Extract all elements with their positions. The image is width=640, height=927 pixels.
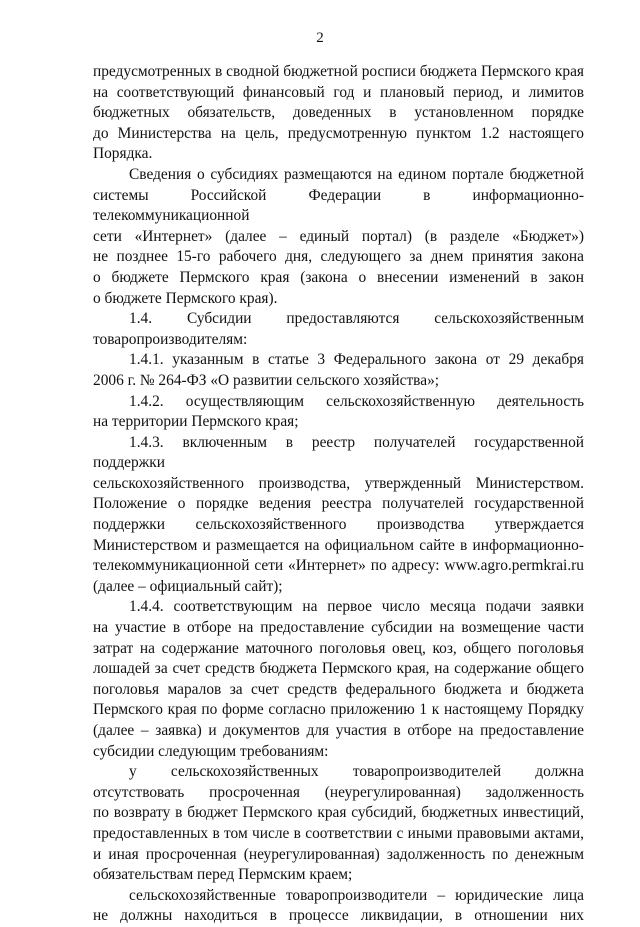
text-line: лошадей за счет средств бюджета Пермского края, на содержание общего: [93, 660, 584, 678]
text-line: поголовья маралов за счет средств федерального бюджета и бюджета: [93, 680, 584, 698]
text-line: на соответствующий финансовый год и плановый период, и лимитов: [93, 83, 584, 101]
text-line: Порядка.: [93, 145, 153, 163]
text-line: отсутствовать просроченная (неурегулированная) задолженность: [93, 783, 584, 801]
text-line: субсидии следующим требованиям:: [93, 742, 329, 760]
text-line: 1.4.1. указанным в статье 3 Федерального закона от 29 декабря: [129, 351, 584, 369]
text-line: предусмотренных в сводной бюджетной росписи бюджета Пермского края: [93, 63, 584, 80]
text-line: системы Российской Федерации в информационно-телекоммуникационной: [93, 186, 584, 225]
text-line: (далее – официальный сайт);: [93, 577, 283, 595]
text-line: до Министерства на цель, предусмотренную пунктом 1.2 настоящего: [93, 124, 584, 142]
text-line: о бюджете Пермского края).: [93, 289, 278, 307]
text-line: предоставленных в том числе в соответствии с иными правовыми актами,: [93, 824, 584, 842]
text-line: обязательствам перед Пермским краем;: [93, 866, 353, 884]
text-line: 2006 г. № 264-ФЗ «О развитии сельского хозяйства»;: [93, 371, 440, 389]
text-line: не позднее 15-го рабочего дня, следующего за днем принятия закона: [93, 248, 584, 266]
text-line: затрат на содержание маточного поголовья овец, коз, общего поголовья: [93, 639, 584, 657]
text-line: сети «Интернет» (далее – единый портал) (в разделе «Бюджет»): [93, 227, 584, 245]
body-text: [93, 62, 584, 927]
text-line: бюджетных обязательств, доведенных в установленном порядке: [93, 104, 584, 122]
text-line: Пермского края по форме согласно приложению 1 к настоящему Порядку: [93, 701, 584, 719]
text-line: по возврату в бюджет Пермского края субсидий, бюджетных инвестиций,: [93, 804, 584, 822]
text-line: Положение о порядке ведения реестра получателей государственной: [93, 495, 584, 513]
text-line: на участие в отборе на предоставление субсидии на возмещение части: [93, 619, 584, 637]
text-line: сельскохозяйственные товаропроизводители – юридические лица: [129, 886, 584, 904]
text-line: товаропроизводителям:: [93, 330, 248, 348]
text-line: Министерством и размещается на официальном сайте в информационно-: [93, 536, 584, 554]
text-line: о бюджете Пермского края (закона о внесении изменений в закон: [93, 268, 584, 286]
text-line: и иная просроченная (неурегулированная) задолженность по денежным: [93, 845, 584, 863]
text-line: 1.4. Субсидии предоставляются сельскохозяйственным: [129, 310, 584, 328]
text-line: 1.4.4. соответствующим на первое число месяца подачи заявки: [129, 598, 584, 616]
text-line: не должны находиться в процессе ликвидации, в отношении них: [93, 907, 584, 925]
text-line: на территории Пермского края;: [93, 413, 299, 431]
text-line: 1.4.3. включенным в реестр получателей государственной поддержки: [93, 433, 584, 472]
text-line: поддержки сельскохозяйственного производства утверждается: [93, 516, 584, 534]
text-line: сельскохозяйственного производства, утвержденный Министерством.: [93, 474, 584, 492]
text-line: Сведения о субсидиях размещаются на едином портале бюджетной: [129, 165, 584, 183]
text-line: 1.4.2. осуществляющим сельскохозяйственную деятельность: [129, 392, 584, 410]
text-line: (далее – заявка) и документов для участия в отборе на предоставление: [93, 722, 584, 739]
text-line: у сельскохозяйственных товаропроизводителей должна: [129, 763, 584, 781]
text-line: телекоммуникационной сети «Интернет» по адресу: www.agro.permkrai.ru: [93, 557, 584, 575]
page-number: 2: [316, 30, 324, 46]
